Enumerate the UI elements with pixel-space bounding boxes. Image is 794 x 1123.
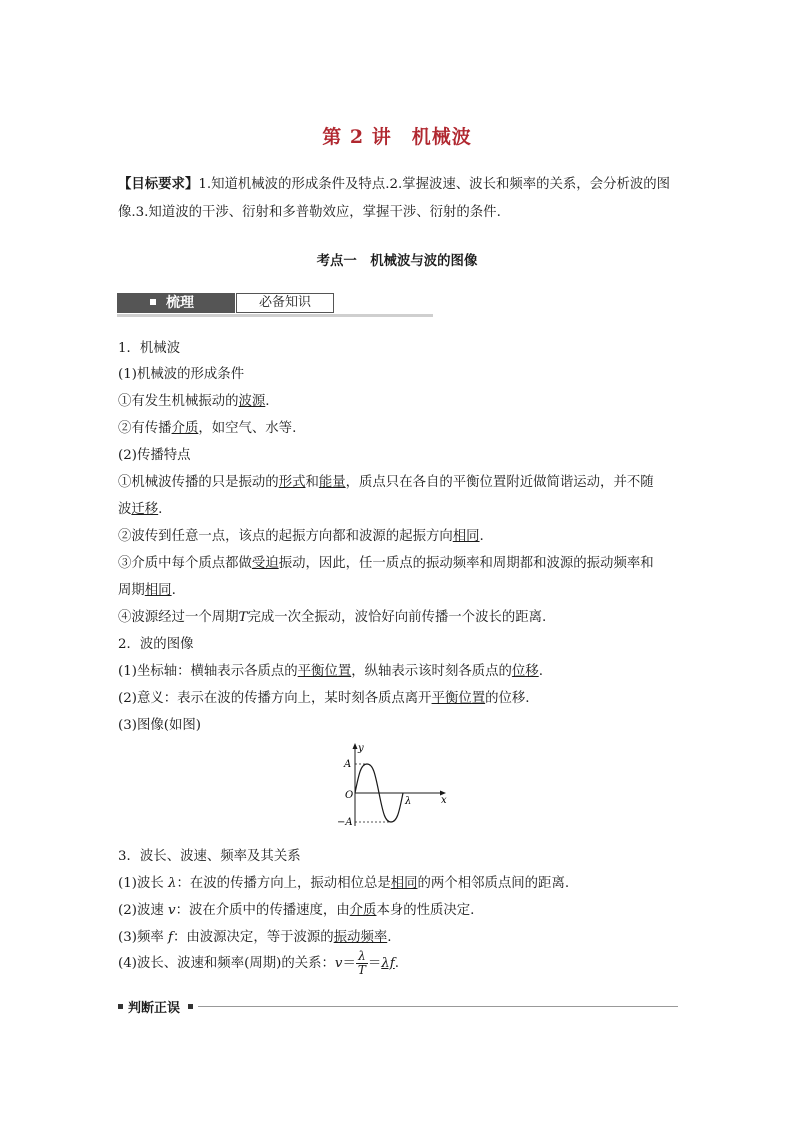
s3-heading: 3．波长、波速、频率及其关系 (118, 849, 301, 864)
s3-p2 (118, 899, 474, 918)
italic-symbol: λ (168, 876, 177, 891)
s1-d1 (118, 471, 654, 490)
square-bullet-icon (118, 1004, 123, 1009)
banner-underline (117, 314, 433, 317)
text: (4)波长、波速和频率(周期)的关系： (118, 956, 335, 971)
text: 周期 (118, 583, 145, 598)
s3-p4 (118, 950, 399, 977)
text: 本身的性质决定. (376, 903, 475, 918)
s1-p2: (2)传播特点 (118, 448, 191, 463)
square-bullet-icon (150, 299, 156, 305)
text: ：波在介质中的传播速度，由 (175, 903, 350, 918)
underlined-answer: 介质 (171, 421, 199, 436)
fraction (356, 950, 368, 977)
underlined-answer: 迁移 (131, 502, 159, 517)
italic-symbol: v (334, 956, 343, 971)
wavelength-label: λ (405, 796, 412, 807)
underlined-answer: 波源 (238, 394, 266, 409)
goals-text: 1.知道机械波的形成条件及特点.2.掌握波速、波长和频率的关系，会分析波的图像.3.知道波的干涉、衍射和多普勒效应，掌握干涉、衍射的条件. (118, 177, 671, 220)
italic-symbol: f (168, 930, 173, 945)
text: ：在波的传播方向上，振动相位总是 (176, 876, 391, 891)
wave-graph (335, 742, 450, 828)
fraction-denominator: T (357, 963, 366, 977)
text: ，纵轴表示该时刻各质点的 (351, 664, 512, 679)
section-banner (117, 293, 433, 317)
s2-heading: 2．波的图像 (118, 637, 194, 652)
neg-amplitude-label: −A (337, 817, 353, 828)
goals-tag: 【目标要求】 (118, 176, 199, 192)
italic-symbol: T (238, 610, 248, 625)
text: ④波源经过一个周期 (118, 610, 239, 625)
text: (1)坐标轴：横轴表示各质点的 (118, 664, 298, 679)
text: . (158, 502, 163, 517)
s1-p1: (1)机械波的形成条件 (118, 367, 245, 382)
text: . (171, 583, 176, 598)
section-heading: 考点一 机械波与波的图像 (316, 253, 478, 269)
underlined-answer: 位移 (511, 664, 539, 679)
s2-p1 (118, 660, 543, 679)
underlined-answer: 能量 (318, 475, 346, 490)
s2-p2 (118, 687, 530, 706)
s3-p1 (118, 872, 569, 891)
s1-c1 (118, 390, 270, 409)
text: ，如空气、水等. (198, 421, 297, 436)
text: 波 (118, 502, 132, 517)
square-bullet-icon (188, 1004, 193, 1009)
text: (2)波速 (118, 903, 169, 918)
origin-label: O (345, 790, 354, 801)
underlined-answer: 相同 (452, 529, 480, 544)
text: ：由波源决定，等于波源的 (172, 930, 334, 945)
italic-symbol: v (168, 903, 176, 918)
x-label: x (441, 795, 447, 806)
banner-dark-label (117, 293, 235, 313)
underlined-answer: λf (381, 956, 395, 971)
text: . (394, 956, 399, 971)
s2-p3: (3)图像(如图) (118, 718, 201, 733)
text: ②有传播 (118, 421, 172, 436)
text: 的位移. (485, 691, 530, 706)
text: 的两个相邻质点间的距离. (417, 876, 570, 891)
equals-sign: ＝ (342, 956, 356, 971)
text: ②波传到任意一点，该点的起振方向都和波源的起振方向 (118, 529, 453, 544)
text: . (538, 664, 543, 679)
page-title: 第 2 讲 机械波 (322, 126, 472, 148)
fraction-numerator: λ (356, 950, 368, 964)
text: ①机械波传播的只是振动的 (118, 475, 279, 490)
judge-section-header (116, 997, 678, 1017)
s1-d3 (118, 552, 654, 571)
underlined-answer: 相同 (390, 876, 418, 891)
s1-heading: 1．机械波 (118, 341, 181, 356)
text: 振动，因此，任一质点的振动频率和周期都和波源的振动频率和 (278, 556, 654, 571)
s3-p3 (118, 926, 392, 945)
text: (3)频率 (118, 930, 169, 945)
text: 完成一次全振动，波恰好向前传播一个波长的距离. (247, 610, 547, 625)
equals-sign: ＝ (367, 956, 382, 971)
y-axis-arrow-icon (353, 743, 358, 749)
goals-paragraph (118, 170, 680, 227)
s1-d4 (118, 606, 546, 625)
underlined-answer: 形式 (278, 475, 306, 490)
judge-label: 判断正误 (128, 1001, 181, 1016)
underlined-answer: 相同 (144, 583, 172, 598)
s1-d3-cont (118, 579, 176, 598)
underlined-answer: 受迫 (251, 556, 279, 571)
text: ③介质中每个质点都做 (118, 556, 252, 571)
amplitude-label: A (344, 759, 352, 770)
text: (2)意义：表示在波的传播方向上，某时刻各质点离开 (118, 691, 432, 706)
text: . (265, 394, 270, 409)
s1-c2 (118, 417, 296, 436)
text: ，质点只在各自的平衡位置附近做简谐运动，并不随 (345, 475, 654, 490)
text: 和 (305, 475, 319, 490)
underlined-answer: 振动频率 (333, 930, 388, 945)
judge-rule (198, 1006, 678, 1007)
banner-box-label: 必备知识 (236, 293, 334, 313)
s1-d2 (118, 525, 484, 544)
text: (1)波长 (118, 876, 169, 891)
text: . (479, 529, 484, 544)
s1-d1-cont (118, 498, 162, 517)
text: ①有发生机械振动的 (118, 394, 239, 409)
underlined-answer: 介质 (349, 903, 377, 918)
underlined-answer: 平衡位置 (431, 691, 486, 706)
text: . (387, 930, 392, 945)
underlined-answer: 平衡位置 (297, 664, 352, 679)
y-label: y (358, 743, 364, 754)
banner-dark-text: 梳理 (166, 295, 194, 311)
